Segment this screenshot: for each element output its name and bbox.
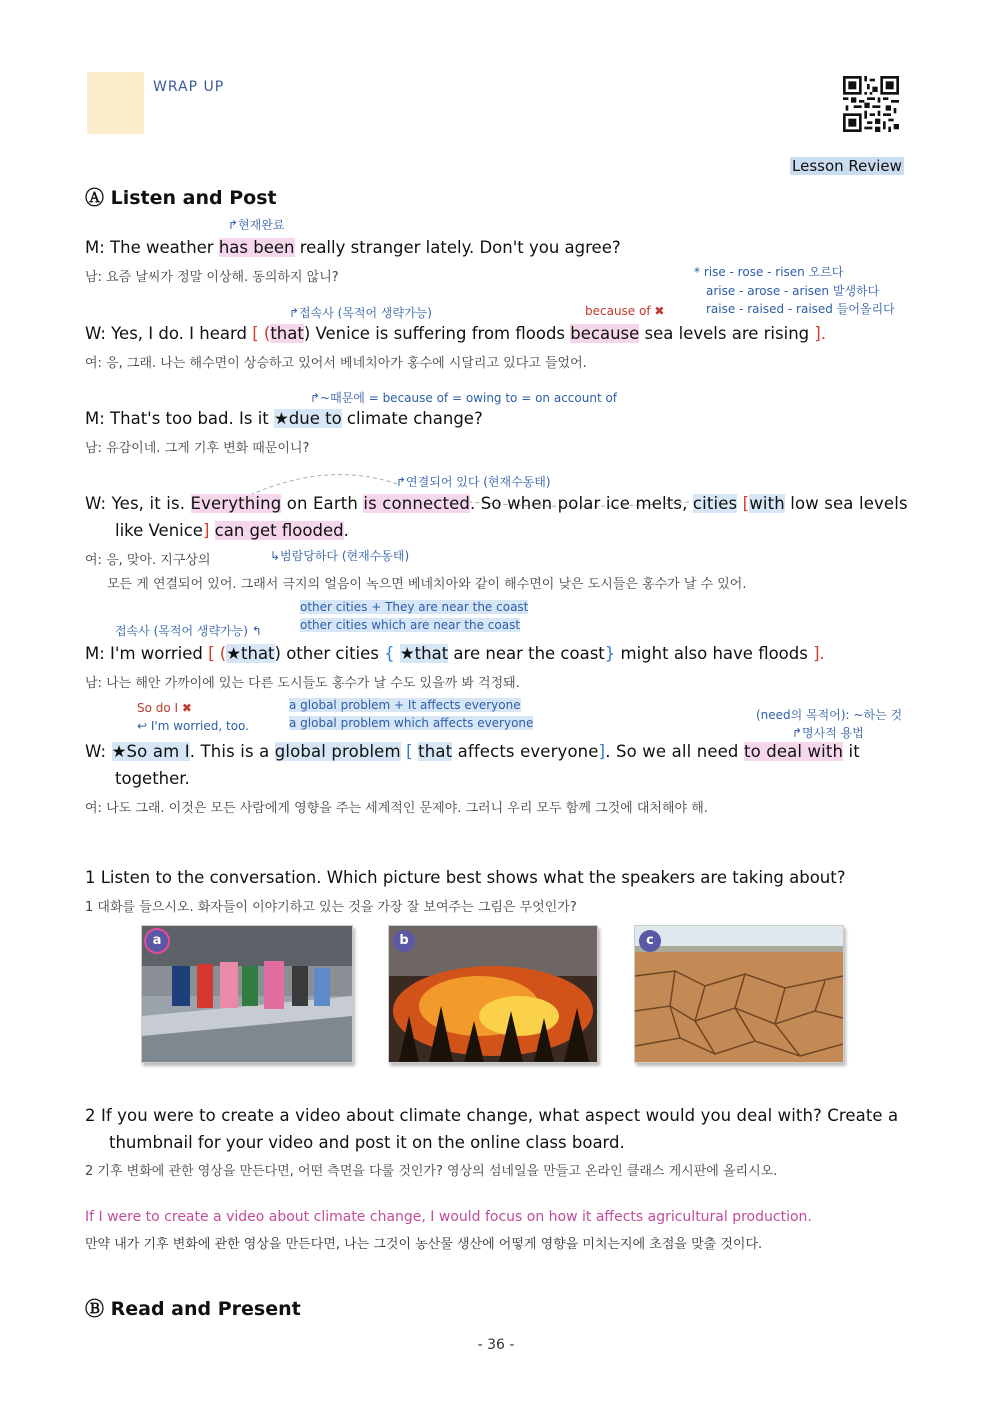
note-relative-1: other cities + They are near the coast — [300, 600, 529, 614]
picture-c-drought[interactable] — [634, 925, 844, 1063]
note-conj-that: ↱접속사 (목적어 생략가능) — [289, 306, 432, 320]
header-color-block — [87, 72, 144, 134]
picture-a-label: a — [146, 930, 168, 952]
note-rise: * rise - rose - risen 오르다 — [694, 265, 844, 279]
question-2-text: 2 If you were to create a video about climate change, what aspect would you deal with? Create a — [85, 1106, 899, 1125]
note-arise: arise - arose - arisen 발생하다 — [706, 284, 880, 298]
lesson-review-tag: Lesson Review — [792, 157, 902, 175]
note-conj-that-2: 접속사 (목적어 생략가능) ↰ — [115, 624, 262, 638]
note-need-object: (need의 목적어): ~하는 것 — [756, 708, 903, 722]
wrap-up-label: WRAP UP — [153, 79, 225, 95]
note-because-of: because of ✖ — [585, 304, 665, 318]
note-raise: raise - raised - raised 들어올리다 — [706, 302, 895, 316]
note-due-to: ↱~때문에 = because of = owing to = on account of — [310, 391, 618, 405]
note-relative-2: other cities which are near the coast — [300, 618, 521, 632]
note-noun-use: ↱명사적 용법 — [792, 726, 864, 740]
translation-line-3: 남: 유감이네. 그게 기후 변화 때문이니? — [85, 441, 310, 456]
translation-line-1: 남: 요즘 날씨가 정말 이상해. 동의하지 않니? — [85, 270, 339, 285]
answer-korean: 만약 내가 기후 변화에 관한 영상을 만든다면, 나는 그것이 농산물 생산에 어떻게 영향을 미치는지에 초점을 맞출 것이다. — [85, 1237, 763, 1252]
picture-b-label: b — [393, 930, 415, 952]
picture-b-wildfire[interactable] — [388, 925, 598, 1063]
note-worried-too: ↩ I'm worried, too. — [137, 719, 249, 733]
dialogue-line-6-cont: together. — [115, 769, 190, 788]
dialogue-line-1: M: The weather has been really stranger lately. Don't you agree? — [85, 238, 621, 257]
dialogue-line-2: W: Yes, I do. I heard [ (that) Venice is suffering from floods because sea levels are rising ]. — [85, 324, 827, 343]
translation-line-2: 여: 응, 그래. 나는 해수면이 상승하고 있어서 베네치아가 홍수에 시달리고 있다고 들었어. — [85, 356, 587, 371]
question-2-text-cont: thumbnail for your video and post it on the online class board. — [109, 1133, 625, 1152]
note-so-do-i: So do I ✖ — [137, 701, 192, 715]
dialogue-line-4-cont: like Venice] can get flooded. — [115, 521, 349, 540]
section-b-title: Ⓑ Read and Present — [85, 1298, 301, 1320]
section-a-title: Ⓐ Listen and Post — [85, 187, 277, 209]
note-relative-4: a global problem which affects everyone — [289, 716, 534, 730]
dialogue-line-4: W: Yes, it is. Everything on Earth is connected. So when polar ice melts, cities [with low sea levels — [85, 494, 908, 513]
translation-line-4b: 모든 게 연결되어 있어. 그래서 극지의 얼음이 녹으면 베네치아와 같이 해수면이 낮은 도시들은 홍수가 날 수 있어. — [107, 577, 747, 592]
question-2-translation: 2 기후 변화에 관한 영상을 만든다면, 어떤 측면을 다룰 것인가? 영상의 섬네일을 만들고 온라인 클래스 게시판에 올리시오. — [85, 1164, 778, 1179]
dialogue-line-5: M: I'm worried [ (★that) other cities { ★that are near the coast} might also have floods ]. — [85, 644, 825, 663]
dialogue-line-3: M: That's too bad. Is it ★due to climate change? — [85, 409, 483, 428]
note-connected: ↱연결되어 있다 (현재수동태) — [396, 475, 551, 489]
picture-c-label: c — [639, 930, 661, 952]
note-flooded: ↳범람당하다 (현재수동태) — [270, 549, 410, 563]
picture-a-flood[interactable] — [141, 925, 353, 1063]
qr-code-icon — [843, 76, 899, 132]
translation-line-4a: 여: 응, 맞아. 지구상의 — [85, 553, 211, 568]
question-1-text: 1 Listen to the conversation. Which picture best shows what the speakers are taking about? — [85, 868, 846, 887]
note-present-perfect: ↱현재완료 — [228, 218, 285, 232]
translation-line-5: 남: 나는 해안 가까이에 있는 다른 도시들도 홍수가 날 수도 있을까 봐 걱정돼. — [85, 676, 520, 691]
translation-line-6: 여: 나도 그래. 이것은 모든 사람에게 영향을 주는 세계적인 문제야. 그러니 우리 모두 함께 그것에 대처해야 해. — [85, 801, 708, 816]
dialogue-line-6: W: ★So am I. This is a global problem [ that affects everyone]. So we all need to deal with it — [85, 742, 860, 761]
page-number: - 36 - — [477, 1337, 515, 1353]
answer-english: If I were to create a video about climate change, I would focus on how it affects agricultural production. — [85, 1209, 812, 1225]
question-1-translation: 1 대화를 들으시오. 화자들이 이야기하고 있는 것을 가장 잘 보여주는 그림은 무엇인가? — [85, 900, 577, 915]
note-relative-3: a global problem + It affects everyone — [289, 698, 521, 712]
